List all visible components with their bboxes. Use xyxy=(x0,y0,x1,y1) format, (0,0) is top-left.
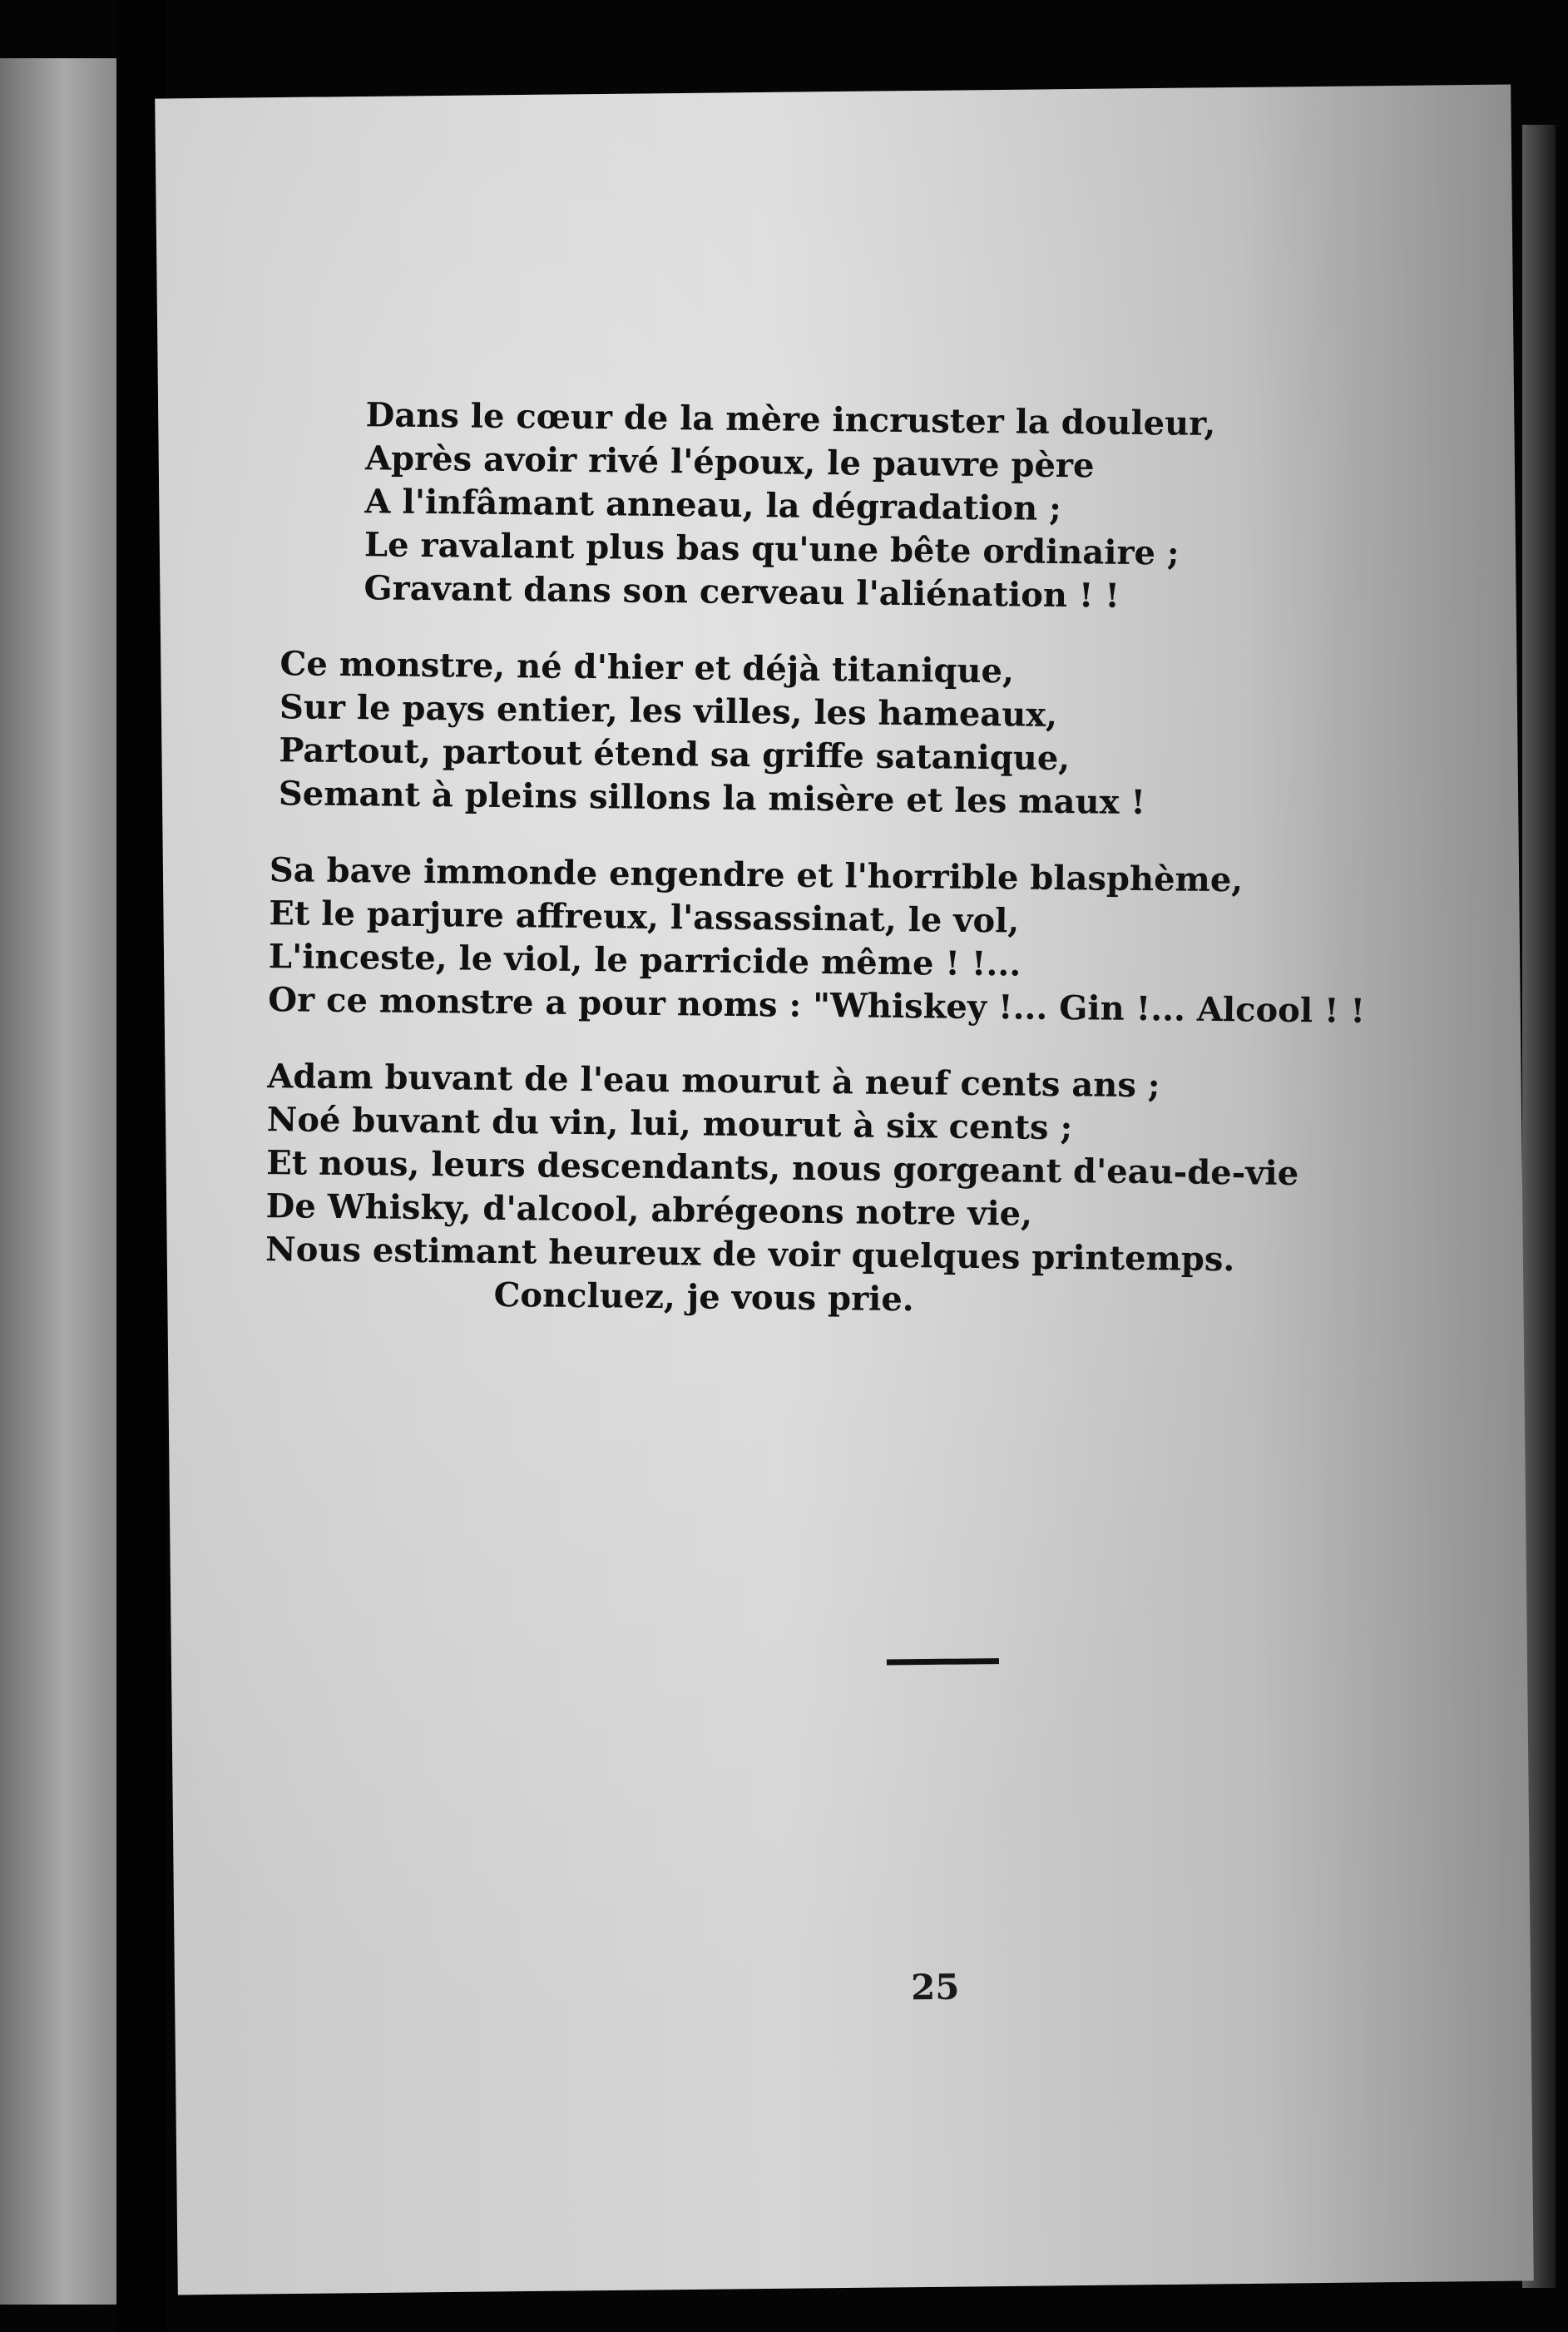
page-number: 25 xyxy=(910,1966,960,2008)
adjacent-page-edge xyxy=(0,58,116,2305)
closing-line: Concluez, je vous prie. xyxy=(493,1275,914,1319)
poem-line: Après avoir rivé l'époux, le pauvre père xyxy=(364,438,1095,486)
poem-line: Dans le cœur de la mère incruster la douleur, xyxy=(365,395,1216,443)
poem-line: Ce monstre, né d'hier et déjà titanique, xyxy=(279,644,1015,691)
poem-line: Semant à pleins sillons la misère et les maux ! xyxy=(278,774,1146,823)
poem-line: De Whisky, d'alcool, abrégeons notre vie, xyxy=(265,1186,1033,1234)
stanza-3 xyxy=(268,849,1366,1033)
poem-line: Sur le pays entier, les villes, les hameaux, xyxy=(279,687,1058,735)
section-divider-rule xyxy=(887,1658,999,1665)
poem-line: L'inceste, le viol, le parricide même ! !... xyxy=(268,937,1021,984)
stanza-4 xyxy=(265,1055,1348,1326)
poem-line: Adam buvant de l'eau mourut à neuf cents ans ; xyxy=(267,1057,1160,1106)
poem-line: Le ravalant plus bas qu'une bête ordinaire ; xyxy=(364,525,1180,573)
poem-line: Et le parjure affreux, l'assassinat, le vol, xyxy=(269,894,1020,941)
stanza-2 xyxy=(279,642,1353,826)
poem-line: Sa bave immonde engendre et l'horrible blasphème, xyxy=(269,850,1244,900)
poem xyxy=(265,393,1366,1359)
poem-line: Noé buvant du vin, lui, mourut à six cents ; xyxy=(266,1100,1073,1148)
poem-line: Or ce monstre a pour noms : "Whiskey !... Gin !... Alcool ! ! xyxy=(268,980,1366,1031)
poem-line: A l'infâmant anneau, la dégradation ; xyxy=(364,482,1062,529)
poem-line: Nous estimant heureux de voir quelques printemps. xyxy=(265,1230,1235,1280)
stanza-1 xyxy=(364,394,1356,620)
book-page xyxy=(155,85,1534,2295)
poem-line: Partout, partout étend sa griffe satanique, xyxy=(279,730,1071,779)
poem-line: Et nous, leurs descendants, nous gorgeant d'eau-de-vie xyxy=(265,1143,1299,1194)
poem-line: Gravant dans son cerveau l'aliénation ! ! xyxy=(364,568,1120,616)
